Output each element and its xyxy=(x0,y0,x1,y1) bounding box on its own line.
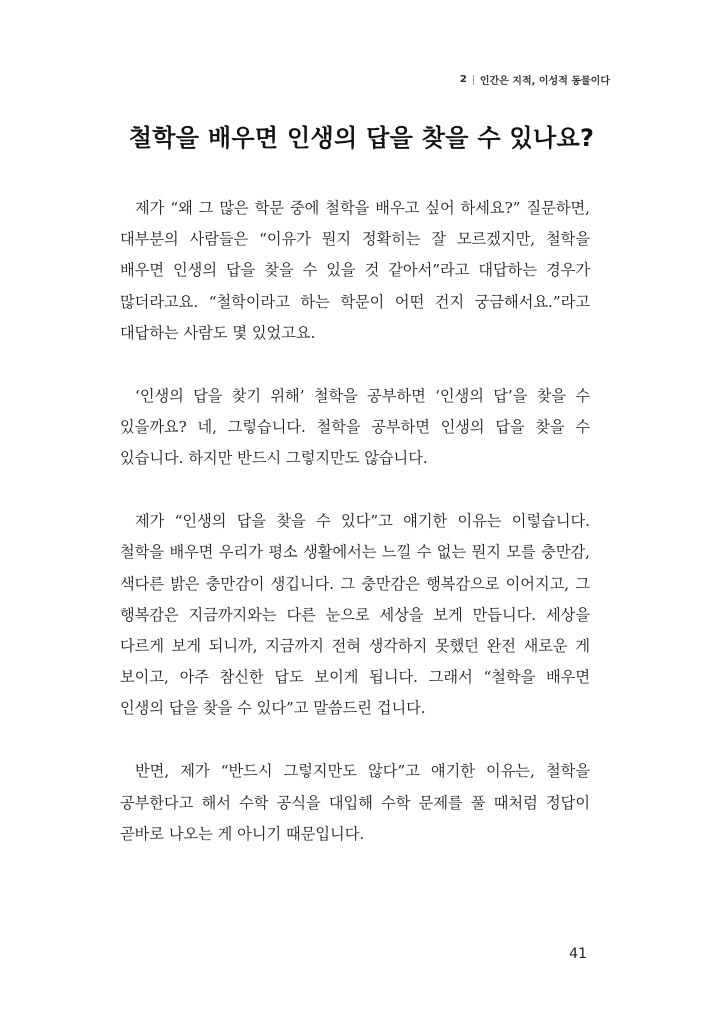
page-title: 철학을 배우면 인생의 답을 찾을 수 있나요? xyxy=(128,124,595,152)
chapter-number: 2 xyxy=(459,74,467,85)
body-text xyxy=(120,193,590,882)
running-header xyxy=(460,72,610,87)
paragraph-1: 제가 “왜 그 많은 학문 중에 철학을 배우고 싶어 하세요?” 질문하면, 대부분의 사람들은 “이유가 뭔지 정확히는 잘 모르겠지만, 철학을 배우면 인생의 답을 찾을 수 있을 것 같아서”라고 대답하는 경우가 많더라고요. “철학이라고 하는 학문이 어떤 건지 궁금해서요.”라고 대답하는 사람도 몇 있었고요. xyxy=(120,199,590,342)
paragraph-2: ‘인생의 답을 찾기 위해’ 철학을 공부하면 ‘인생의 답’을 찾을 수 있을까요? 네, 그렇습니다. 철학을 공부하면 인생의 답을 찾을 수 있습니다. 하지만 반드시 그렇지만도 않습니다. xyxy=(120,386,590,468)
paragraph-4: 반면, 제가 “반드시 그렇지만도 않다”고 얘기한 이유는, 철학을 공부한다고 해서 수학 공식을 대입해 수학 문제를 풀 때처럼 정답이 곧바로 나오는 게 아니기 때문입니다. xyxy=(120,762,590,843)
paragraph-3: 제가 “인생의 답을 찾을 수 있다”고 얘기한 이유는 이렇습니다. 철학을 배우면 우리가 평소 생활에서는 느낄 수 없는 뭔지 모를 충만감, 색다른 밝은 충만감이 생깁니다. 그 충만감은 행복감으로 이어지고, 그 행복감은 지금까지와는 다른 눈으로 세상을 보게 만듭니다. 세상을 다르게 보게 되니까, 지금까지 전혀 생각하지 못했던 완전 새로운 게 보이고, 아주 참신한 답도 보이게 됩니다. 그래서 “철학을 배우면 인생의 답을 찾을 수 있다”고 말씀드린 겁니다. xyxy=(120,512,590,718)
header-divider xyxy=(473,75,474,85)
chapter-title: 인간은 지적, 이성적 동물이다 xyxy=(479,76,610,87)
page-number: 41 xyxy=(569,946,587,962)
